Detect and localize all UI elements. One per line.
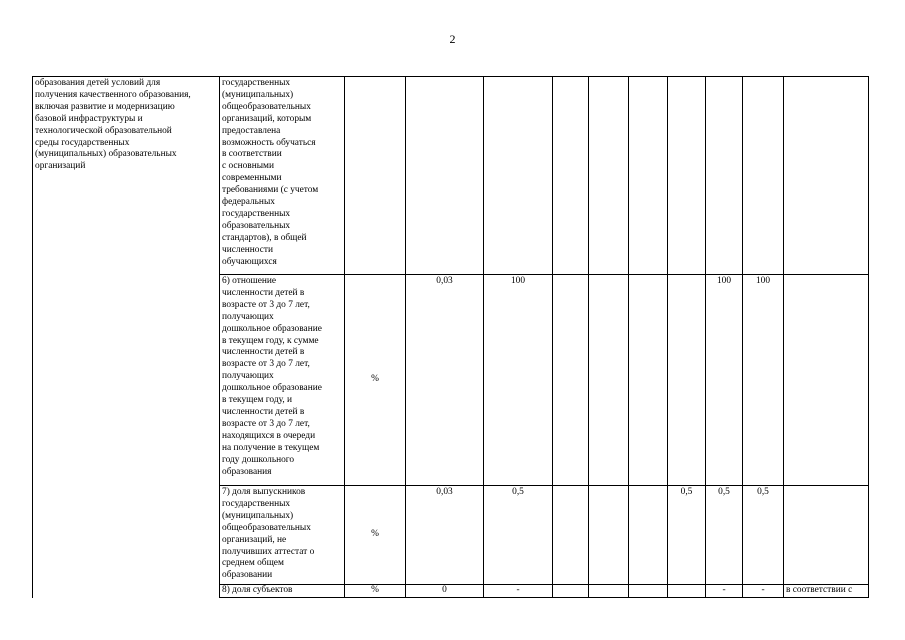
base-value-cell: - — [516, 585, 520, 595]
col-border — [219, 76, 220, 598]
weight-cell: 0,03 — [436, 276, 453, 286]
table-bottom-border — [219, 597, 869, 598]
col-border — [705, 76, 706, 598]
col-border — [742, 76, 743, 598]
value-cell: 100 — [716, 276, 732, 286]
col-border — [783, 76, 784, 598]
goal-text: образования детей условий для получения качественного образования, включая развитие и модернизацию базовой инфраструктуры и технологической образовательной среды государственных (муниципальных) образовательных организаций — [35, 78, 191, 172]
indicator-text: 7) доля выпускников государственных (муниципальных) общеобразовательных организаций, не получивших аттестат о среднем общем образовании — [222, 487, 315, 581]
row-divider — [219, 485, 869, 486]
col-border — [552, 76, 553, 598]
col-border — [667, 76, 668, 598]
col-border — [405, 76, 406, 598]
note-cell: в соответствии с — [786, 585, 853, 595]
indicator-text: 6) отношение численности детей в возрасте от 3 до 7 лет, получающих дошкольное образование в текущем году, к сумме численности детей в возрасте от 3 до 7 лет, получающих дошкольное образование в текущем году, и численности детей в возрасте от 3 до 7 лет, находящихся в очереди на получение в текущем году дошкольного образования — [222, 276, 322, 477]
page-number: 2 — [449, 32, 456, 46]
weight-cell: 0 — [442, 585, 447, 595]
table-top-border — [32, 76, 869, 77]
col-border — [868, 76, 869, 598]
unit-cell: % — [371, 585, 379, 595]
col-border — [628, 76, 629, 598]
unit-cell: % — [371, 374, 379, 384]
row-divider — [219, 274, 869, 275]
col-border — [344, 76, 345, 598]
col-border — [32, 76, 33, 598]
col-border — [588, 76, 589, 598]
value-cell: 0,5 — [757, 487, 769, 497]
weight-cell: 0,03 — [436, 487, 453, 497]
value-cell: 100 — [755, 276, 771, 286]
value-cell: 0,5 — [680, 487, 693, 497]
value-cell: - — [761, 585, 765, 595]
base-value-cell: 0,5 — [512, 487, 524, 497]
col-border — [483, 76, 484, 598]
value-cell: 0,5 — [718, 487, 730, 497]
indicator-text: государственных (муниципальных) общеобразовательных организаций, которым предоставлена возможность обучаться в соответствии с основными современными требованиями (с учетом федеральных государственных образовательных стандартов), в общей численности обучающихся — [222, 78, 319, 267]
unit-cell: % — [371, 529, 379, 539]
value-cell: - — [722, 585, 726, 595]
indicator-text: 8) доля субъектов — [222, 585, 293, 595]
base-value-cell: 100 — [510, 276, 526, 286]
